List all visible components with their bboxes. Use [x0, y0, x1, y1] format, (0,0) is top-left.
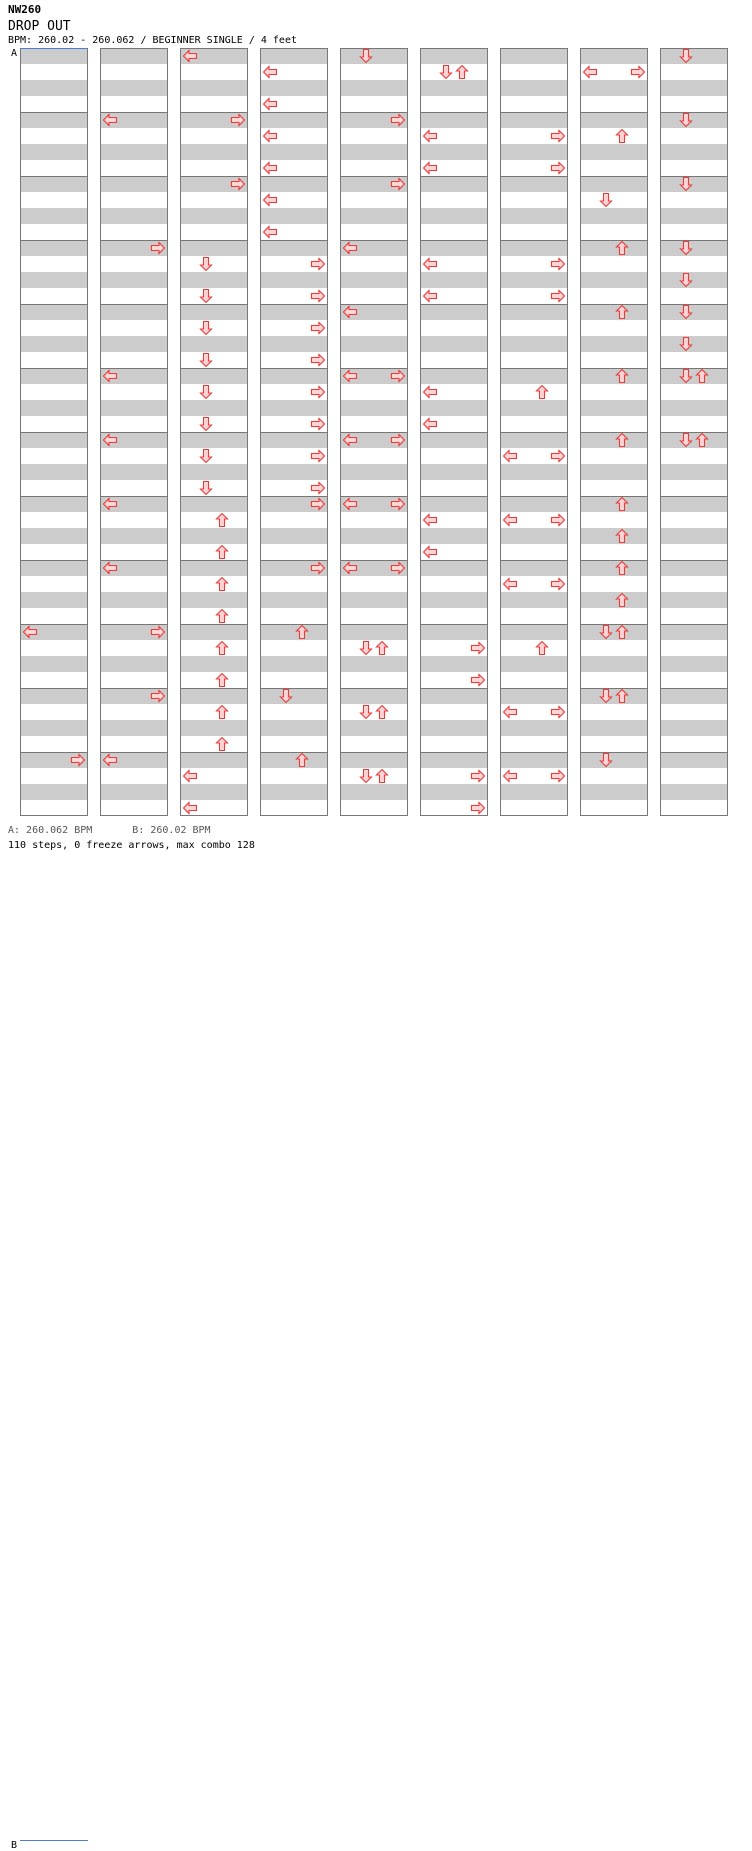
arrow-down-icon	[358, 640, 374, 656]
arrow-up-icon	[294, 752, 310, 768]
chart-stats: 110 steps, 0 freeze arrows, max combo 128	[8, 840, 255, 851]
arrow-right-icon	[230, 176, 246, 192]
arrow-down-icon	[278, 688, 294, 704]
bpm-marker-line	[20, 1840, 88, 1841]
arrow-right-icon	[310, 416, 326, 432]
arrow-up-icon	[214, 608, 230, 624]
arrow-left-icon	[422, 544, 438, 560]
chart-id: NW260	[8, 3, 42, 16]
arrow-right-icon	[470, 672, 486, 688]
arrow-right-icon	[150, 624, 166, 640]
arrow-down-icon	[598, 624, 614, 640]
arrow-up-icon	[614, 688, 630, 704]
bpm-marker-label: B	[11, 1840, 18, 1851]
arrow-up-icon	[534, 640, 550, 656]
arrow-left-icon	[22, 624, 38, 640]
arrow-down-icon	[198, 448, 214, 464]
arrow-right-icon	[310, 320, 326, 336]
arrow-down-icon	[678, 304, 694, 320]
arrow-down-icon	[198, 480, 214, 496]
arrow-up-icon	[614, 624, 630, 640]
arrow-up-icon	[294, 624, 310, 640]
arrow-up-icon	[214, 544, 230, 560]
arrow-down-icon	[358, 768, 374, 784]
arrow-up-icon	[614, 128, 630, 144]
chart-info: BPM: 260.02 - 260.062 / BEGINNER SINGLE / 4 feet	[8, 35, 297, 46]
arrow-up-icon	[694, 432, 710, 448]
arrow-down-icon	[598, 192, 614, 208]
arrow-up-icon	[614, 304, 630, 320]
arrow-left-icon	[262, 224, 278, 240]
arrow-left-icon	[342, 560, 358, 576]
arrow-left-icon	[102, 432, 118, 448]
arrow-left-icon	[262, 128, 278, 144]
arrow-right-icon	[470, 768, 486, 784]
arrow-down-icon	[678, 112, 694, 128]
arrow-down-icon	[678, 272, 694, 288]
arrow-left-icon	[502, 448, 518, 464]
arrow-left-icon	[422, 384, 438, 400]
arrow-down-icon	[358, 48, 374, 64]
arrow-up-icon	[214, 704, 230, 720]
arrow-up-icon	[374, 640, 390, 656]
arrow-down-icon	[198, 288, 214, 304]
arrow-up-icon	[694, 368, 710, 384]
arrow-down-icon	[198, 416, 214, 432]
arrow-right-icon	[550, 704, 566, 720]
arrow-right-icon	[230, 112, 246, 128]
arrow-right-icon	[310, 256, 326, 272]
arrow-right-icon	[70, 752, 86, 768]
bpm-marker-label: A	[11, 48, 18, 59]
arrow-left-icon	[262, 192, 278, 208]
arrow-up-icon	[374, 704, 390, 720]
arrow-left-icon	[502, 512, 518, 528]
arrow-right-icon	[310, 352, 326, 368]
arrow-left-icon	[102, 560, 118, 576]
arrow-left-icon	[102, 496, 118, 512]
arrow-left-icon	[182, 48, 198, 64]
arrow-down-icon	[438, 64, 454, 80]
arrow-right-icon	[630, 64, 646, 80]
arrow-right-icon	[150, 688, 166, 704]
chart-column-1	[20, 48, 88, 816]
arrow-right-icon	[550, 288, 566, 304]
arrow-right-icon	[550, 448, 566, 464]
arrow-left-icon	[582, 64, 598, 80]
arrow-right-icon	[550, 256, 566, 272]
chart-column-3	[180, 48, 248, 816]
arrow-left-icon	[422, 256, 438, 272]
arrow-left-icon	[502, 576, 518, 592]
arrow-up-icon	[614, 560, 630, 576]
arrow-right-icon	[550, 128, 566, 144]
bpm-marker-line	[20, 48, 88, 49]
arrow-left-icon	[262, 64, 278, 80]
arrow-up-icon	[614, 496, 630, 512]
arrow-right-icon	[550, 160, 566, 176]
arrow-down-icon	[678, 48, 694, 64]
arrow-right-icon	[390, 176, 406, 192]
arrow-left-icon	[422, 512, 438, 528]
arrow-right-icon	[390, 112, 406, 128]
arrow-right-icon	[390, 560, 406, 576]
arrow-down-icon	[598, 688, 614, 704]
arrow-left-icon	[422, 416, 438, 432]
arrow-up-icon	[534, 384, 550, 400]
arrow-right-icon	[390, 368, 406, 384]
arrow-left-icon	[342, 368, 358, 384]
arrow-right-icon	[310, 496, 326, 512]
arrow-up-icon	[454, 64, 470, 80]
bpm-legend-a: A: 260.062 BPM	[8, 825, 93, 836]
arrow-left-icon	[102, 752, 118, 768]
arrow-right-icon	[310, 288, 326, 304]
song-title: DROP OUT	[8, 19, 71, 34]
arrow-down-icon	[198, 320, 214, 336]
arrow-right-icon	[390, 432, 406, 448]
arrow-up-icon	[614, 240, 630, 256]
arrow-down-icon	[678, 432, 694, 448]
arrow-left-icon	[342, 240, 358, 256]
arrow-left-icon	[102, 112, 118, 128]
arrow-left-icon	[182, 800, 198, 816]
arrow-up-icon	[214, 512, 230, 528]
arrow-down-icon	[598, 752, 614, 768]
arrow-right-icon	[310, 384, 326, 400]
bpm-legend-b: B: 260.02 BPM	[132, 825, 211, 836]
arrow-right-icon	[470, 640, 486, 656]
arrow-down-icon	[678, 240, 694, 256]
arrow-down-icon	[678, 336, 694, 352]
arrow-right-icon	[390, 496, 406, 512]
arrow-left-icon	[102, 368, 118, 384]
arrow-right-icon	[310, 480, 326, 496]
arrow-up-icon	[214, 576, 230, 592]
arrow-up-icon	[614, 528, 630, 544]
arrow-right-icon	[150, 240, 166, 256]
arrow-left-icon	[502, 704, 518, 720]
arrow-up-icon	[214, 736, 230, 752]
arrow-left-icon	[262, 96, 278, 112]
arrow-left-icon	[422, 128, 438, 144]
arrow-left-icon	[342, 496, 358, 512]
arrow-right-icon	[310, 448, 326, 464]
arrow-left-icon	[422, 288, 438, 304]
arrow-down-icon	[358, 704, 374, 720]
arrow-left-icon	[502, 768, 518, 784]
arrow-up-icon	[614, 368, 630, 384]
arrow-right-icon	[310, 560, 326, 576]
arrow-down-icon	[198, 256, 214, 272]
arrow-right-icon	[550, 768, 566, 784]
arrow-left-icon	[262, 160, 278, 176]
column-border	[20, 48, 88, 816]
arrow-left-icon	[342, 432, 358, 448]
arrow-up-icon	[214, 672, 230, 688]
arrow-down-icon	[678, 176, 694, 192]
arrow-right-icon	[550, 576, 566, 592]
arrow-left-icon	[182, 768, 198, 784]
column-border	[180, 48, 248, 816]
arrow-down-icon	[678, 368, 694, 384]
arrow-right-icon	[550, 512, 566, 528]
arrow-up-icon	[614, 432, 630, 448]
arrow-up-icon	[374, 768, 390, 784]
arrow-right-icon	[470, 800, 486, 816]
arrow-down-icon	[198, 352, 214, 368]
arrow-down-icon	[198, 384, 214, 400]
bpm-legend	[8, 825, 251, 836]
arrow-up-icon	[614, 592, 630, 608]
arrow-left-icon	[342, 304, 358, 320]
arrow-left-icon	[422, 160, 438, 176]
arrow-up-icon	[214, 640, 230, 656]
